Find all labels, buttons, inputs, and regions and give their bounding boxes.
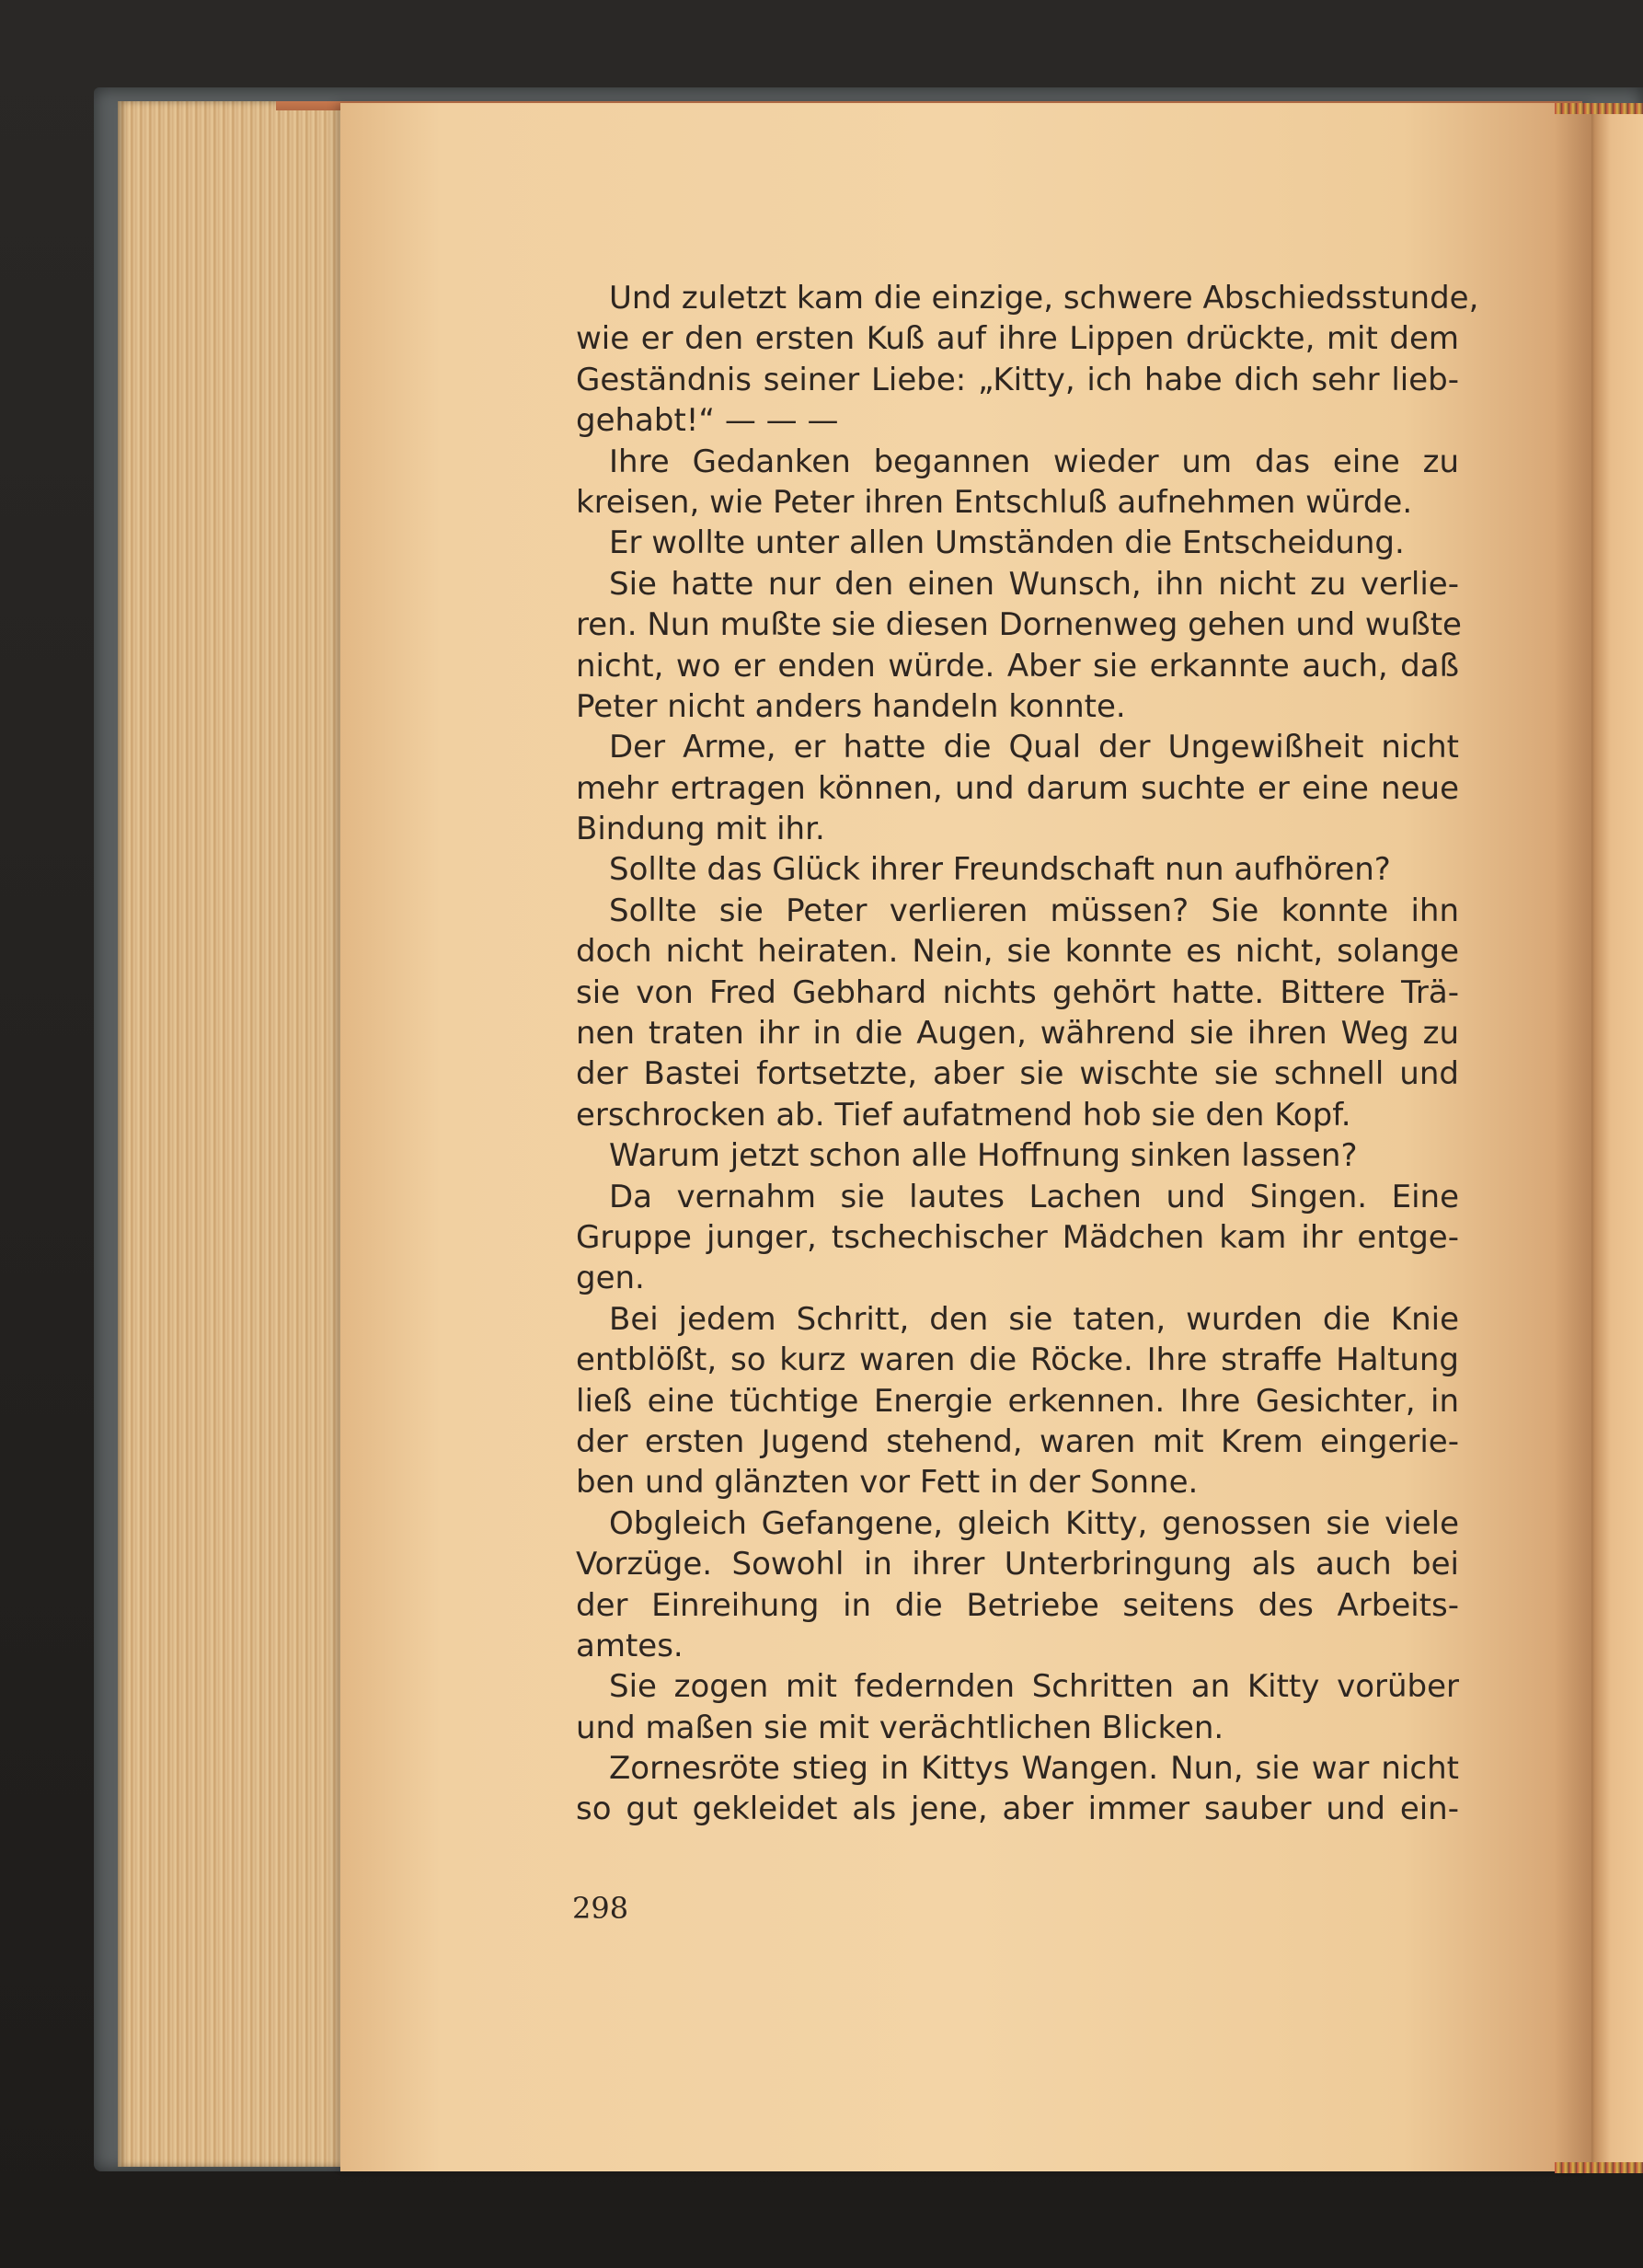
facing-page-edge <box>1584 110 1643 2171</box>
text-line: Ihre Gedanken begannen wieder um das eine zu <box>609 443 1459 480</box>
text-line: Er wollte unter allen Umständen die Entscheidung. <box>609 524 1405 562</box>
text-line: nen traten ihr in die Augen, während sie ihren Weg zu <box>576 1015 1459 1053</box>
headband-bottom <box>1555 2162 1643 2173</box>
text-line: Sollte sie Peter verlieren müssen? Sie konnte ihn <box>609 892 1459 929</box>
text-line: Zornesröte stieg in Kittys Wangen. Nun, sie war nicht <box>609 1750 1459 1788</box>
text-line: Obgleich Gefangene, gleich Kitty, genossen sie viele <box>609 1504 1459 1542</box>
text-line: entblößt, so kurz waren die Röcke. Ihre straffe Haltung <box>576 1341 1459 1379</box>
text-line: und maßen sie mit verächtlichen Blicken. <box>576 1709 1224 1746</box>
text-line: so gut gekleidet als jene, aber immer sauber und ein- <box>576 1790 1459 1828</box>
text-line: wie er den ersten Kuß auf ihre Lippen drückte, mit dem <box>576 320 1459 358</box>
text-line: ren. Nun mußte sie diesen Dornenweg gehen und wußte <box>576 606 1462 644</box>
text-line: der Bastei fortsetzte, aber sie wischte sie schnell und <box>576 1055 1459 1093</box>
text-line: Bei jedem Schritt, den sie taten, wurden die Knie <box>609 1300 1459 1338</box>
text-line: Vorzüge. Sowohl in ihrer Unterbringung als auch bei <box>576 1546 1459 1583</box>
text-line: mehr ertragen können, und darum suchte er eine neue <box>576 769 1459 807</box>
text-line: der Einreihung in die Betriebe seitens des Arbeits- <box>576 1586 1459 1624</box>
text-line: amtes. <box>576 1627 684 1664</box>
text-line: ben und glänzten vor Fett in der Sonne. <box>576 1464 1199 1502</box>
text-line: Da vernahm sie lautes Lachen und Singen. Eine <box>609 1178 1459 1215</box>
text-line: Sollte das Glück ihrer Freundschaft nun aufhören? <box>609 851 1391 889</box>
text-line: sie von Fred Gebhard nichts gehört hatte. Bittere Trä- <box>576 973 1459 1011</box>
text-line: Bindung mit ihr. <box>576 811 825 848</box>
text-line: der ersten Jugend stehend, waren mit Krem eingerie- <box>576 1422 1459 1460</box>
text-line: gehabt!“ — — — <box>576 402 839 440</box>
text-line: Und zuletzt kam die einzige, schwere Abschiedsstunde, <box>609 280 1479 317</box>
text-line: Sie hatte nur den einen Wunsch, ihn nicht zu verlie- <box>609 565 1459 603</box>
text-line: Sie zogen mit federnden Schritten an Kitty vorüber <box>609 1668 1459 1706</box>
text-line: Gruppe junger, tschechischer Mädchen kam ihr entge- <box>576 1218 1459 1256</box>
page-number: 298 <box>572 1891 629 1926</box>
text-line: doch nicht heiraten. Nein, sie konnte es nicht, solange <box>576 933 1459 971</box>
text-line: Der Arme, er hatte die Qual der Ungewißheit nicht <box>609 729 1459 766</box>
text-line: nicht, wo er enden würde. Aber sie erkannte auch, daß <box>576 647 1459 685</box>
text-line: Geständnis seiner Liebe: „Kitty, ich habe dich sehr lieb- <box>576 361 1459 398</box>
text-line: Warum jetzt schon alle Hoffnung sinken lassen? <box>609 1137 1358 1175</box>
headband-top <box>1555 103 1643 114</box>
text-line: gen. <box>576 1260 645 1297</box>
text-line: Peter nicht anders handeln konnte. <box>576 687 1126 725</box>
text-line: ließ eine tüchtige Energie erkennen. Ihre Gesichter, in <box>576 1382 1459 1420</box>
text-line: kreisen, wie Peter ihren Entschluß aufnehmen würde. <box>576 483 1413 521</box>
page-edges-left <box>118 101 343 2167</box>
body-text <box>576 278 1479 1830</box>
text-line: erschrocken ab. Tief aufatmend hob sie den Kopf. <box>576 1096 1351 1134</box>
